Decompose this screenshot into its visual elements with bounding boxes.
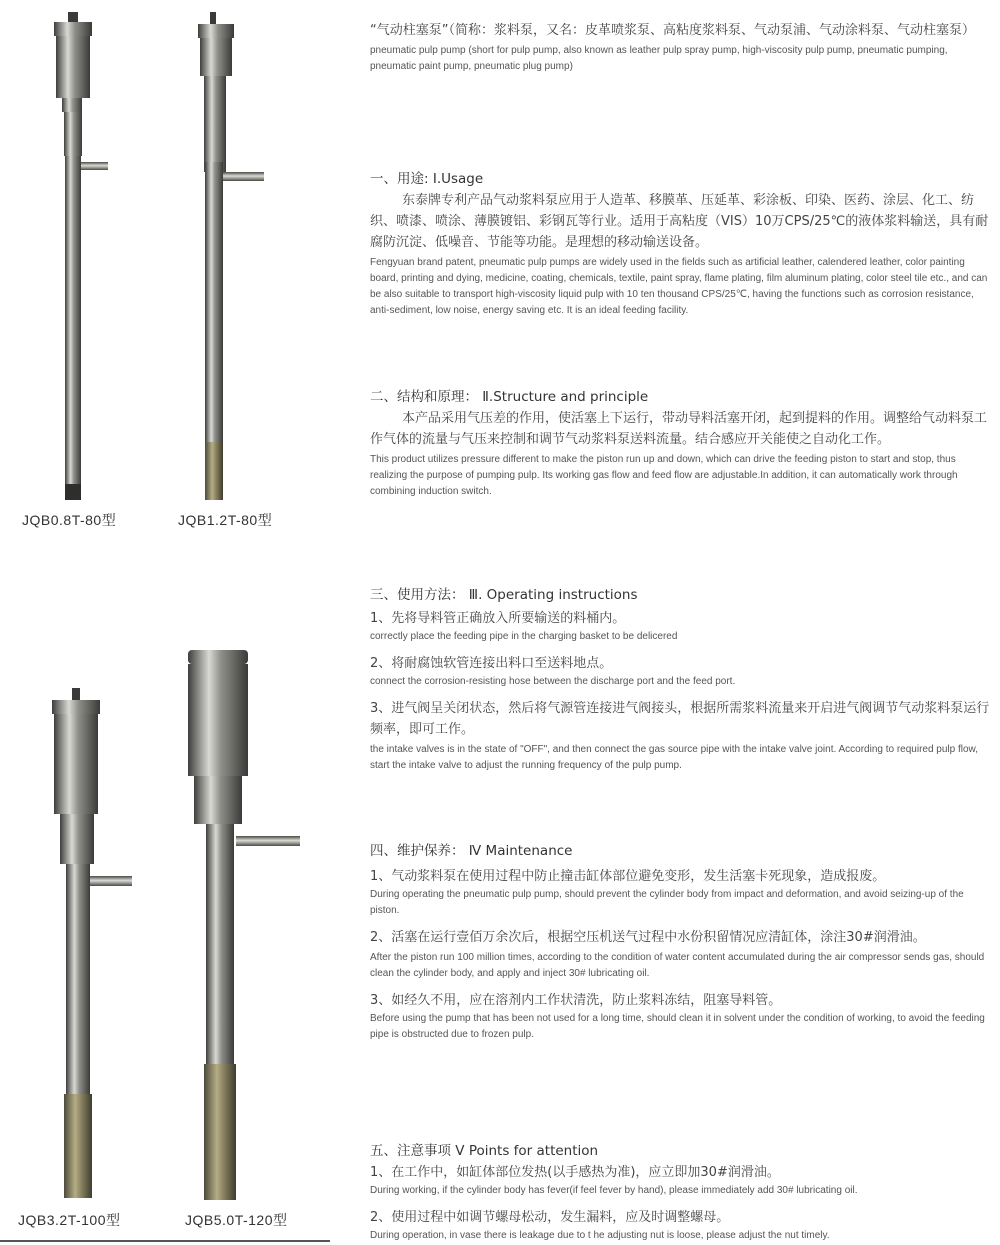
maintenance-section <box>370 840 992 1043</box>
attention-item-cn: 1、在工作中，如缸体部位发热(以手感热为准)，应立即加30#润滑油。 <box>370 1165 780 1180</box>
model-label-jqb32t: JQB3.2T-100型 <box>18 1212 121 1228</box>
usage-text-cn: 东泰牌专利产品气动浆料泵应用于人造革、移膜革、压延革、彩涂板、印染、医药、涂层、化工、纺织、喷漆、喷涂、薄膜镀铝、彩钢瓦等行业。适用于高粘度（VIS）10万CPS/25℃的液体浆料输送，具有耐腐防沉淀、低噪音、节能等功能。是理想的移动输送设备。 <box>370 193 989 250</box>
bottom-divider <box>0 1240 330 1242</box>
maintenance-item-en: After the piston run 100 million times, according to the condition of water content accumulated during the air compressor sends gas, should clean the cylinder body, and apply and inject 30# lubricating oil. <box>370 952 985 979</box>
operating-item-en: correctly place the feeding pipe in the charging basket to be delicered <box>370 631 678 642</box>
list-item <box>370 990 992 1043</box>
attention-item-en: During working, if the cylinder body has fever(if feel fever by hand), please immediately add 30# lubricating oil. <box>370 1185 858 1196</box>
maintenance-item-cn: 1、气动浆料泵在使用过程中防止撞击缸体部位避免变形，发生活塞卡死现象，造成报废。 <box>370 869 886 884</box>
attention-item-en: During operation, in vase there is leakage due to t he adjusting nut is loose, please adjust the nut timely. <box>370 1230 830 1241</box>
pump-image-jqb50t <box>180 650 310 1202</box>
pump-image-jqb08t <box>40 12 120 502</box>
operating-item-cn: 1、先将导料管正确放入所要输送的料桶内。 <box>370 611 626 626</box>
operating-item-en: the intake valves is in the state of "OFF", and then connect the gas source pipe with the intake valve joint. According to required pulp flow, start the intake valve to adjust the running frequency of the pulp pump. <box>370 744 979 771</box>
list-item <box>370 927 992 982</box>
product-images-column <box>0 0 360 1245</box>
intro-section <box>370 20 992 75</box>
list-item <box>370 1207 992 1244</box>
pump-image-jqb12t <box>190 12 280 502</box>
structure-heading: 二、结构和原理： Ⅱ.Structure and principle <box>370 389 649 405</box>
intro-title-en: pneumatic pulp pump (short for pulp pump, also known as leather pulp spray pump, high-viscosity pulp pump, pneumatic pumping, pneumatic paint pump, pneumatic plug pump) <box>370 45 948 72</box>
list-item <box>370 866 992 919</box>
pump-image-jqb32t <box>40 688 140 1200</box>
maintenance-item-en: Before using the pump that has been not used for a long time, should clean it in solvent under the condition of working, to avoid the feeding pipe is obstructed due to frozen pulp. <box>370 1013 985 1040</box>
attention-heading: 五、注意事项 Ⅴ Points for attention <box>370 1143 599 1159</box>
list-item <box>370 653 992 690</box>
operating-heading: 三、使用方法： Ⅲ. Operating instructions <box>370 587 638 603</box>
usage-heading: 一、用途: Ⅰ.Usage <box>370 171 484 187</box>
model-label-jqb12t: JQB1.2T-80型 <box>178 512 273 528</box>
maintenance-item-cn: 3、如经久不用，应在溶剂内工作状清洗，防止浆料冻结，阻塞导料管。 <box>370 993 782 1008</box>
structure-text-cn: 本产品采用气压差的作用，使活塞上下运行，带动导料活塞开闭，起到提料的作用。调整给气动料泵工作气体的流量与气压来控制和调节气动浆料泵送料流量。结合感应开关能使之自动化工作。 <box>370 411 988 447</box>
model-label-jqb50t: JQB5.0T-120型 <box>185 1212 288 1228</box>
maintenance-item-cn: 2、活塞在运行壹佰万余次后，根据空压机送气过程中水份积留情况应清缸体，涂注30#润滑油。 <box>370 930 926 945</box>
model-label-jqb08t: JQB0.8T-80型 <box>22 512 117 528</box>
operating-section <box>370 584 992 774</box>
attention-section <box>370 1140 992 1244</box>
structure-text-en: This product utilizes pressure different to make the piston run up and down, which can drive the feeding piston to start and stop, thus realizing the purpose of pumping pulp. Its working gas flow and feed flow are adjustable.In addition, it can automatically work through combining induction switch. <box>370 454 958 497</box>
maintenance-heading: 四、维护保养： Ⅳ Maintenance <box>370 843 573 859</box>
attention-item-cn: 2、使用过程中如调节螺母松动，发生漏料，应及时调整螺母。 <box>370 1210 730 1225</box>
maintenance-item-en: During operating the pneumatic pulp pump, should prevent the cylinder body from impact and deformation, and avoid seizing-up of the piston. <box>370 889 964 916</box>
operating-item-en: connect the corrosion-resisting hose between the discharge port and the feed port. <box>370 676 736 687</box>
list-item <box>370 1162 992 1199</box>
usage-text-en: Fengyuan brand patent, pneumatic pulp pumps are widely used in the fields such as artificial leather, calendered leather, color painting board, printing and dying, medicine, coating, chemicals, textile, paint spray, flame plating, film aluminum plating, color steel tile etc., and can be also suitable to transport high-viscosity liquid pulp with 10 ten thousand CPS/25℃, having the functions such as corrosion resistance, anti-sediment, low noise, energy saving etc. It is an ideal feeding facility. <box>370 257 988 316</box>
operating-item-cn: 2、将耐腐蚀软管连接出料口至送料地点。 <box>370 656 613 671</box>
operating-item-cn: 3、进气阀呈关闭状态，然后将气源管连接进气阀接头，根据所需浆料流量来开启进气阀调节气动浆料泵运行频率，即可工作。 <box>370 701 990 737</box>
list-item <box>370 698 992 774</box>
usage-section <box>370 168 992 319</box>
list-item <box>370 608 992 645</box>
intro-title-cn: “气动柱塞泵”（简称：浆料泵，又名：皮革喷浆泵、高粘度浆料泵、气动泵浦、气动涂料泵、气动柱塞泵） <box>370 23 975 38</box>
structure-section <box>370 386 992 500</box>
